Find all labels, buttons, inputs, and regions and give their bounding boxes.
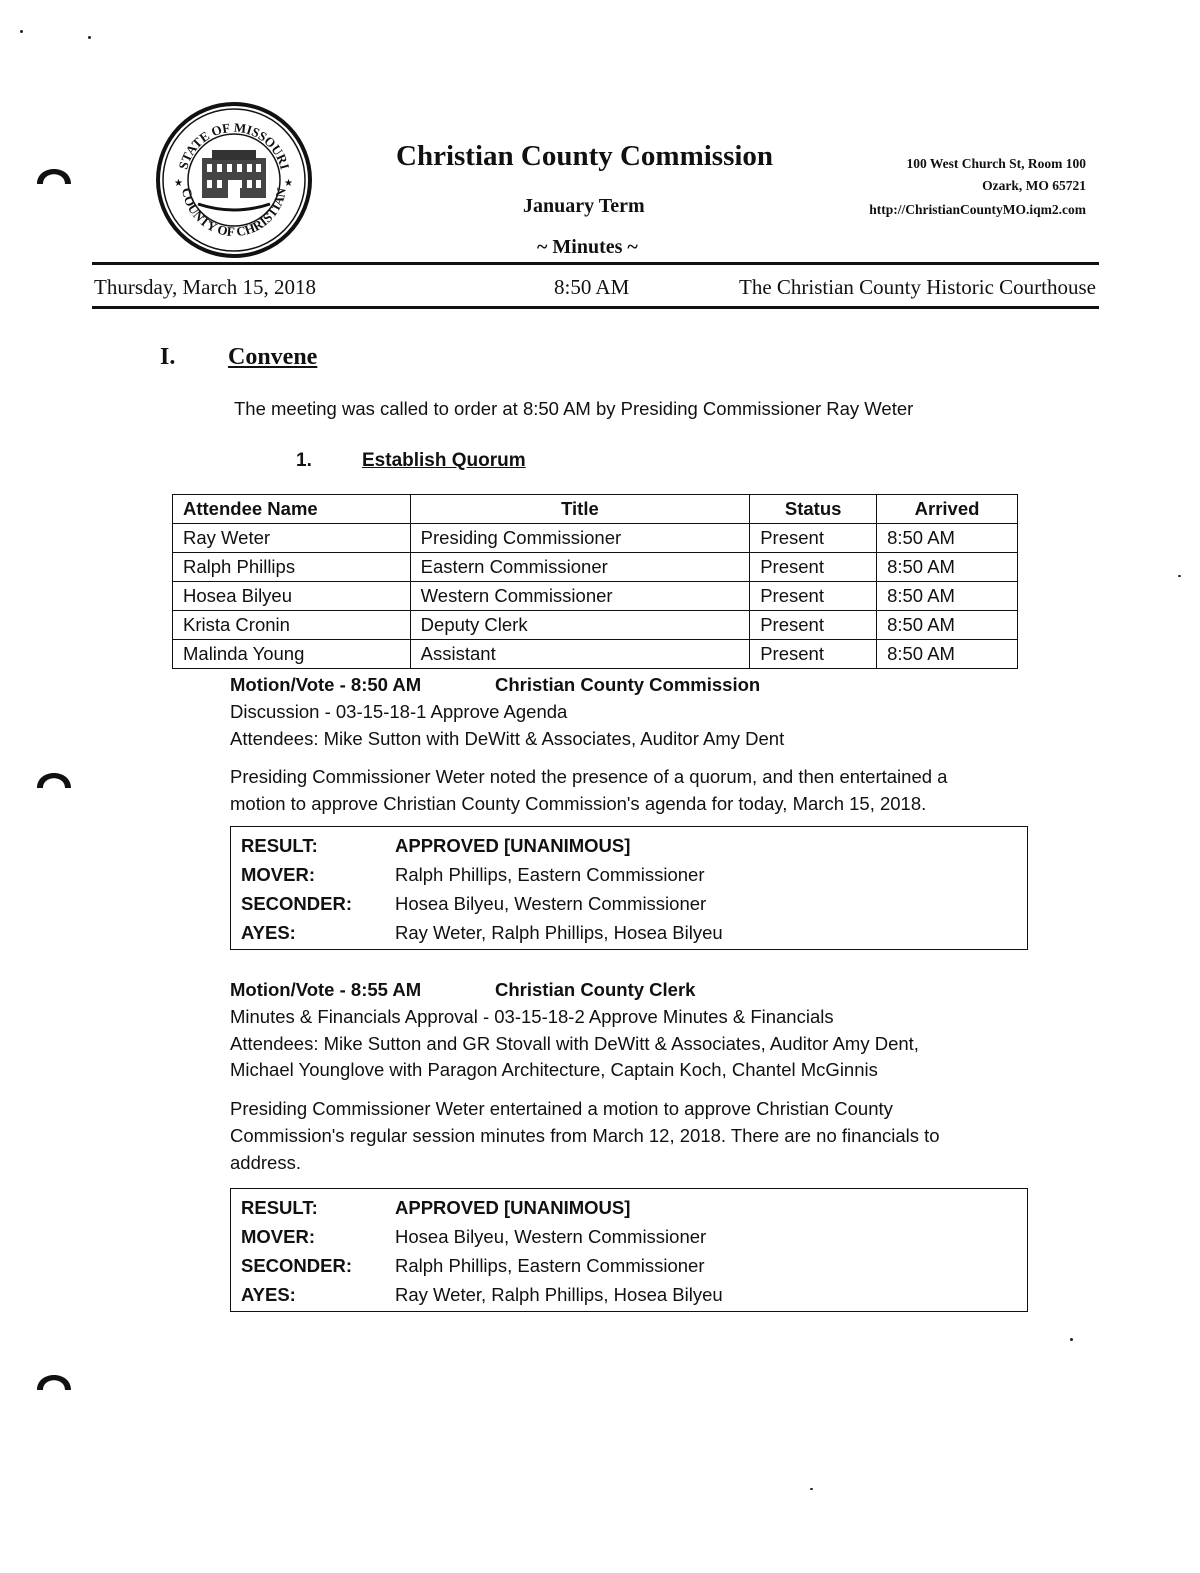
ayes-label: AYES: [241,1283,296,1305]
scan-speck [810,1488,813,1490]
attendee-title: Assistant [410,640,750,669]
scan-speck [88,36,91,39]
seconder-label: SECONDER: [241,1254,353,1276]
motion-text: Commission's regular session minutes from March 12, 2018. There are no financials to [230,1125,940,1146]
attendee-title: Presiding Commissioner [410,524,750,553]
motion-text: motion to approve Christian County Commission's agenda for today, March 15, 2018. [230,793,927,814]
attendee-arrived: 8:50 AM [877,553,1018,582]
meeting-date: Thursday, March 15, 2018 [94,275,317,299]
mover-value: Hosea Bilyeu, Western Commissioner [395,1225,707,1247]
table-row [173,611,1018,640]
table-row [173,582,1018,611]
subsection-title: Establish Quorum [362,450,526,471]
motion-attendees: Attendees: Mike Sutton and GR Stovall with DeWitt & Associates, Auditor Amy Dent, [230,1033,919,1054]
hole-punch-icon [34,156,74,186]
attendee-name: Ralph Phillips [173,553,411,582]
svg-text:STATE OF MISSOURI: STATE OF MISSOURI [175,119,293,171]
motion-discussion: Discussion - 03-15-18-1 Approve Agenda [230,701,568,722]
attendee-title: Western Commissioner [410,582,750,611]
scan-speck [1070,1338,1073,1341]
attendee-status: Present [750,524,877,553]
attendee-title: Eastern Commissioner [410,553,750,582]
attendee-arrived: 8:50 AM [877,582,1018,611]
attendee-name: Hosea Bilyeu [173,582,411,611]
ayes-label: AYES: [241,921,296,943]
result-box [230,1188,1028,1312]
term-label: January Term [523,195,645,217]
seconder-label: SECONDER: [241,892,353,914]
ayes-value: Ray Weter, Ralph Phillips, Hosea Bilyeu [395,921,723,943]
attendee-status: Present [750,640,877,669]
org-title: Christian County Commission [396,140,774,172]
motion-attendees: Attendees: Mike Sutton with DeWitt & Associates, Auditor Amy Dent [230,728,785,749]
motion-text: address. [230,1152,301,1173]
motion-label: Motion/Vote - 8:55 AM [230,979,422,1000]
hole-punch-icon [34,1362,74,1392]
attendee-status: Present [750,582,877,611]
divider [92,306,1099,309]
svg-text:★: ★ [174,178,183,189]
ayes-value: Ray Weter, Ralph Phillips, Hosea Bilyeu [395,1283,723,1305]
svg-text:★: ★ [284,178,293,189]
table-row [173,524,1018,553]
attendee-name: Ray Weter [173,524,411,553]
called-to-order-text: The meeting was called to order at 8:50 AM by Presiding Commissioner Ray Weter [234,398,914,419]
result-value: APPROVED [UNANIMOUS] [395,834,631,856]
motion-body: Christian County Commission [495,674,761,695]
attendee-arrived: 8:50 AM [877,640,1018,669]
column-header: Attendee Name [173,495,411,524]
mover-label: MOVER: [241,863,315,885]
section-title: Convene [228,344,318,370]
meeting-time: 8:50 AM [554,275,630,299]
mover-value: Ralph Phillips, Eastern Commissioner [395,863,705,885]
hole-punch-icon [34,760,74,790]
motion-attendees: Michael Younglove with Paragon Architecture, Captain Koch, Chantel McGinnis [230,1059,878,1080]
table-row [173,640,1018,669]
attendance-table [172,494,1018,669]
address-line-2: Ozark, MO 65721 [982,178,1086,193]
motion-body: Christian County Clerk [495,979,696,1000]
divider [92,262,1099,265]
minutes-label: ~ Minutes ~ [537,236,638,258]
section-number: I. [160,344,176,370]
svg-text:COUNTY OF CHRISTIAN: COUNTY OF CHRISTIAN [179,186,289,240]
attendee-status: Present [750,553,877,582]
scan-speck [1178,575,1181,577]
meeting-location: The Christian County Historic Courthouse [739,275,1096,299]
attendee-name: Malinda Young [173,640,411,669]
motion-label: Motion/Vote - 8:50 AM [230,674,422,695]
result-box [230,826,1028,950]
address-line-1: 100 West Church St, Room 100 [906,156,1086,171]
county-seal-logo [156,100,312,260]
result-value: APPROVED [UNANIMOUS] [395,1196,631,1218]
attendee-status: Present [750,611,877,640]
column-header: Title [410,495,750,524]
attendee-arrived: 8:50 AM [877,611,1018,640]
seconder-value: Ralph Phillips, Eastern Commissioner [395,1254,705,1276]
motion-text: Presiding Commissioner Weter noted the presence of a quorum, and then entertained a [230,766,948,787]
attendee-name: Krista Cronin [173,611,411,640]
subsection-number: 1. [296,450,312,471]
mover-label: MOVER: [241,1225,315,1247]
attendee-arrived: 8:50 AM [877,524,1018,553]
motion-discussion: Minutes & Financials Approval - 03-15-18-2 Approve Minutes & Financials [230,1006,834,1027]
column-header: Status [750,495,877,524]
result-label: RESULT: [241,1196,318,1218]
website-link[interactable]: http://ChristianCountyMO.iqm2.com [869,202,1086,217]
table-header-row [173,495,1018,524]
column-header: Arrived [877,495,1018,524]
result-label: RESULT: [241,834,318,856]
motion-text: Presiding Commissioner Weter entertained a motion to approve Christian County [230,1098,893,1119]
table-row [173,553,1018,582]
seconder-value: Hosea Bilyeu, Western Commissioner [395,892,707,914]
scan-speck [20,30,23,33]
attendee-title: Deputy Clerk [410,611,750,640]
